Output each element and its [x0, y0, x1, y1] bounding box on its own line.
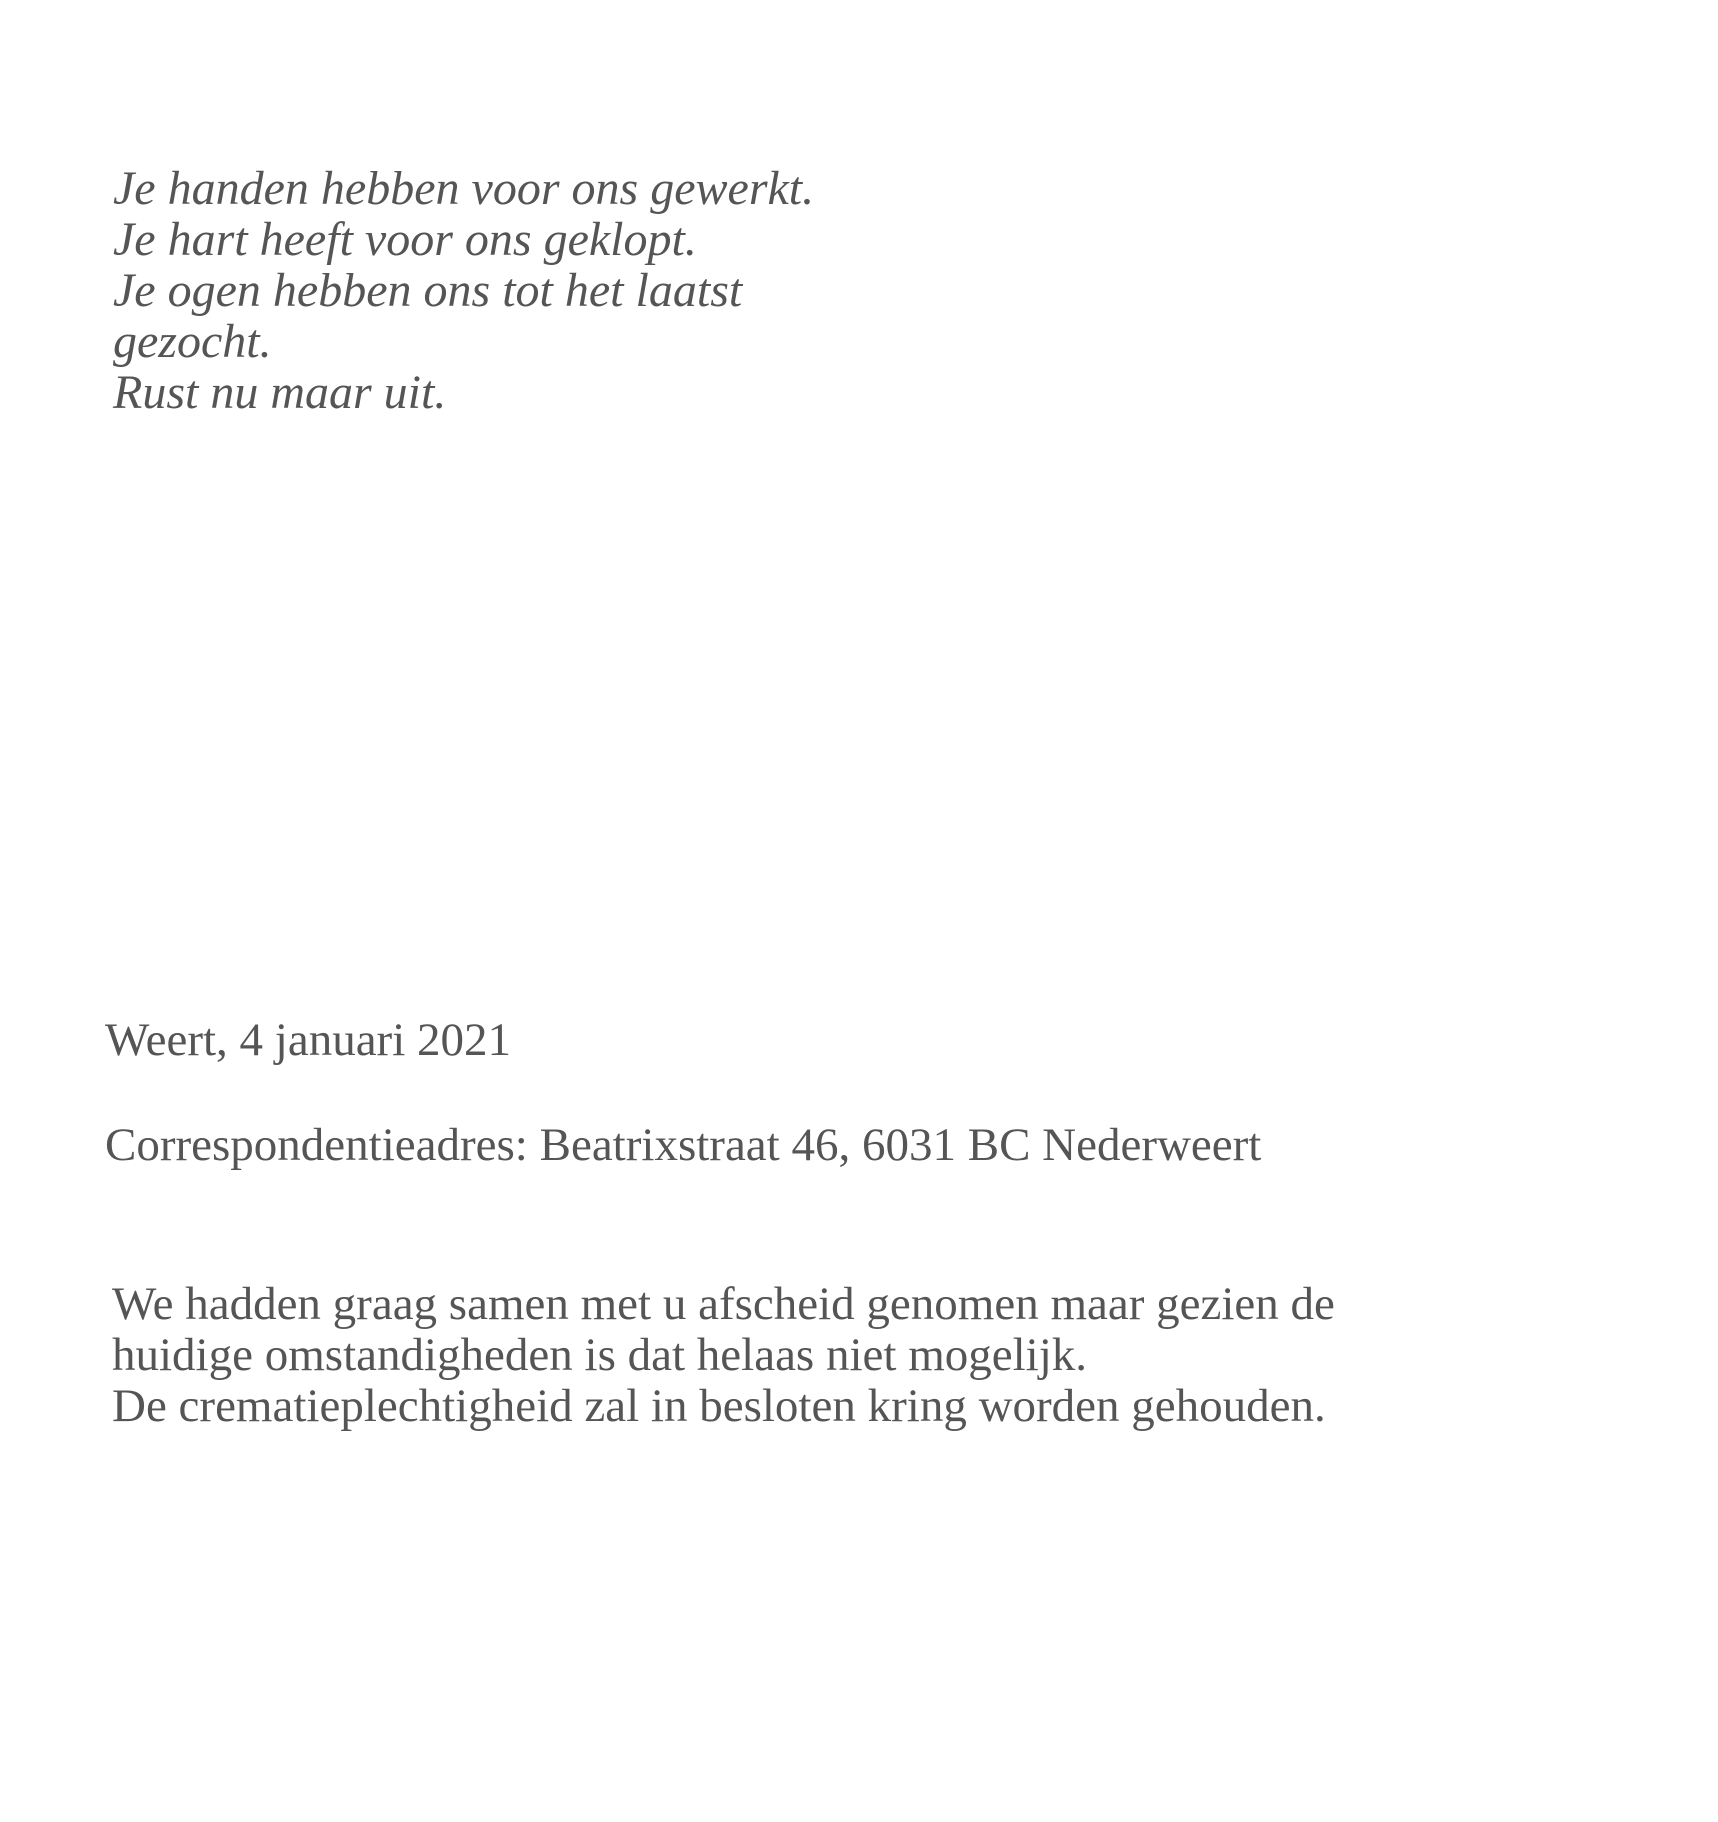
poem-line: Je hart heeft voor ons geklopt.	[113, 213, 697, 266]
place-and-date: Weert, 4 januari 2021	[105, 1014, 512, 1066]
poem-verse	[113, 163, 933, 418]
poem-line: Je handen hebben voor ons gewerkt.	[113, 162, 815, 215]
poem-line: gezocht.	[113, 315, 272, 368]
poem-line: Rust nu maar uit.	[113, 366, 447, 419]
message-line: huidige omstandigheden is dat helaas niet mogelijk.	[112, 1329, 1088, 1381]
message-line: We hadden graag samen met u afscheid genomen maar gezien de	[112, 1278, 1335, 1330]
correspondence-address: Correspondentieadres: Beatrixstraat 46, 6031 BC Nederweert	[105, 1119, 1262, 1171]
message-line: De crematieplechtigheid zal in besloten kring worden gehouden.	[112, 1380, 1326, 1432]
farewell-message	[112, 1279, 1672, 1432]
poem-line: Je ogen hebben ons tot het laatst	[113, 264, 743, 317]
